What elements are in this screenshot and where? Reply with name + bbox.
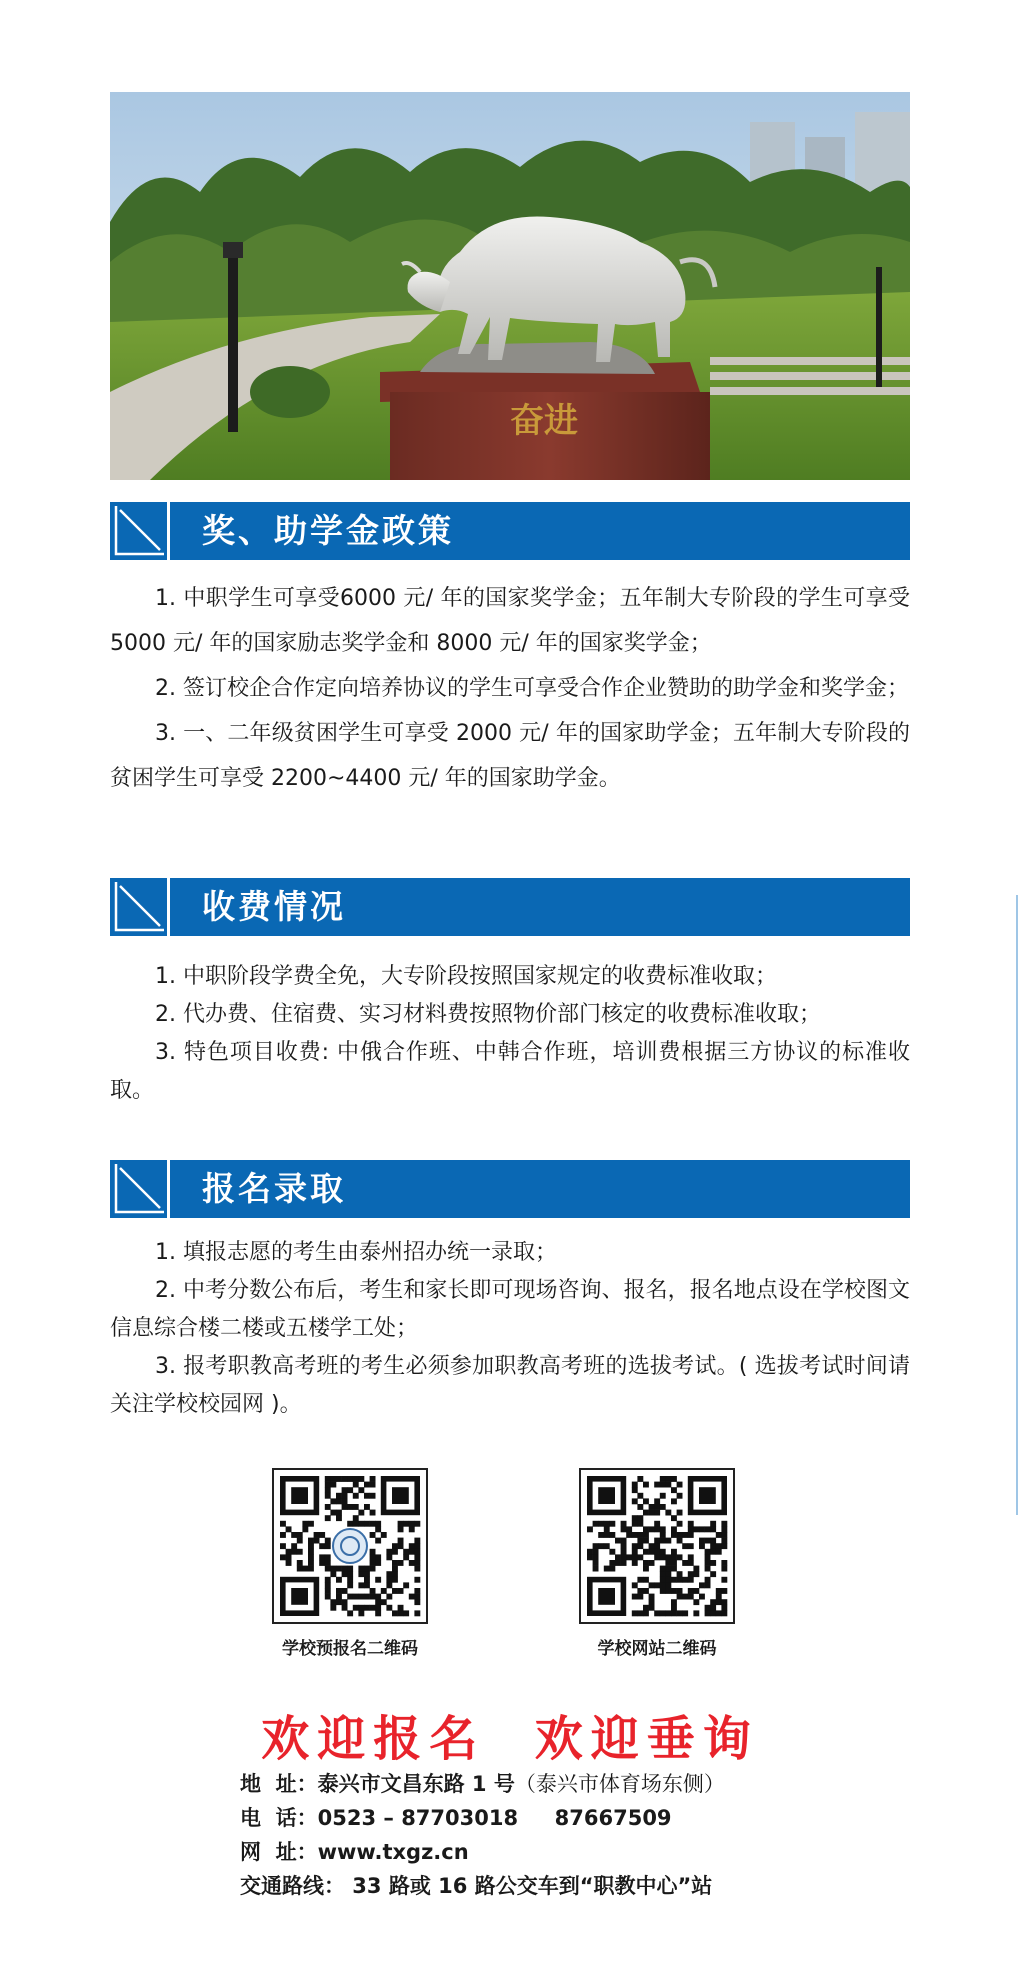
transit-value: 33 路或 16 路公交车到“职教中心”站 — [345, 1874, 713, 1898]
fees-paragraph: 3. 特色项目收费: 中俄合作班、中韩合作班，培训费根据三方协议的标准收取。 — [110, 1040, 910, 1103]
admission-paragraph: 3. 报考职教高考班的考生必须参加职教高考班的选拔考试。( 选拔考试时间请关注学校校园网 )。 — [110, 1354, 910, 1417]
admission-paragraph: 2. 中考分数公布后，考生和家长即可现场咨询、报名，报名地点设在学校图文信息综合楼二楼或五楼学工处； — [110, 1278, 910, 1341]
section-title: 奖、助学金政策 — [202, 511, 454, 550]
qr-caption-website: 学校网站二维码 — [597, 1639, 717, 1659]
section-title: 报名录取 — [202, 1169, 346, 1208]
contact-transit — [240, 1870, 880, 1900]
fees-paragraph: 1. 中职阶段学费全免，大专阶段按照国家规定的收费标准收取； — [155, 964, 777, 989]
policy-paragraph: 1. 中职学生可享受6000 元/ 年的国家奖学金；五年制大专阶段的学生可享受 5000 元/ 年的国家励志奖学金和 8000 元/ 年的国家奖学金； — [110, 586, 910, 656]
contact-website — [240, 1836, 880, 1866]
address-label: 地 址： — [240, 1772, 318, 1796]
section-header-scholarship — [110, 502, 910, 560]
school-website-qr-code[interactable] — [579, 1468, 735, 1624]
admission-text — [110, 1234, 910, 1424]
pre-registration-qr-code[interactable] — [272, 1468, 428, 1624]
scholarship-policy-text — [110, 576, 910, 801]
fees-paragraph: 2. 代办费、住宿费、实习材料费按照物价部门核定的收费标准收取； — [155, 1002, 821, 1027]
phone-label: 电 话： — [240, 1806, 318, 1830]
admission-paragraph: 1. 填报志愿的考生由泰州招办统一录取； — [155, 1240, 557, 1265]
corner-arrow-icon — [110, 1160, 170, 1218]
policy-paragraph: 2. 签订校企合作定向培养协议的学生可享受合作企业赞助的助学金和奖学金； — [155, 676, 909, 701]
contact-phone — [240, 1802, 880, 1832]
address-value: 泰兴市文昌东路 1 号 — [317, 1772, 515, 1796]
section-header-admission — [110, 1160, 910, 1218]
corner-arrow-icon — [110, 502, 170, 560]
campus-photo — [110, 92, 910, 480]
website-label: 网 址： — [240, 1840, 318, 1864]
address-note: （泰兴市体育场东侧） — [514, 1772, 725, 1796]
website-value[interactable]: www.txgz.cn — [317, 1840, 469, 1864]
fees-text — [110, 958, 910, 1110]
page-edge-line — [1016, 895, 1018, 1515]
plaque-text: 奋进 — [510, 401, 578, 441]
policy-paragraph: 3. 一、二年级贫困学生可享受 2000 元/ 年的国家助学金；五年制大专阶段的贫困学生可享受 2200~4400 元/ 年的国家助学金。 — [110, 721, 910, 791]
corner-arrow-icon — [110, 878, 170, 936]
section-title: 收费情况 — [202, 887, 346, 926]
section-header-fees — [110, 878, 910, 936]
phone-value: 0523 – 87703018 87667509 — [317, 1806, 672, 1830]
qr-caption-pre-registration: 学校预报名二维码 — [282, 1639, 418, 1659]
transit-label: 交通路线： — [240, 1874, 345, 1898]
contact-address — [240, 1768, 880, 1798]
welcome-slogan: 欢迎报名 欢迎垂询 — [261, 1711, 759, 1767]
